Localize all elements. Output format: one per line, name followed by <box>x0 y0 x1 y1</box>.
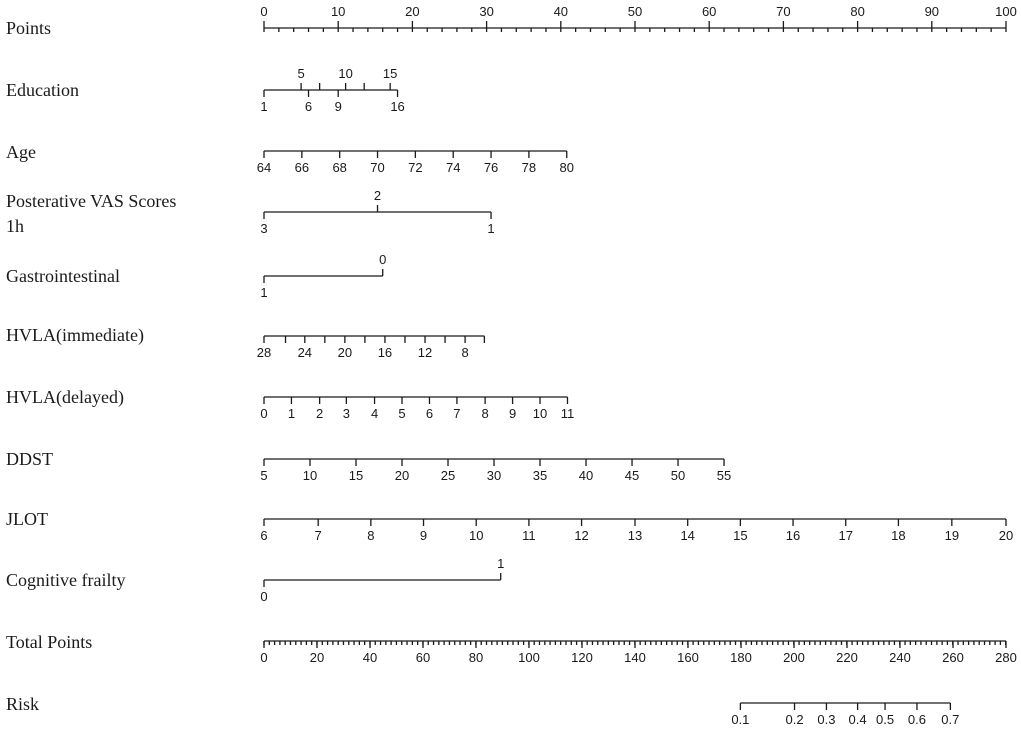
row-label-age: Age <box>6 142 36 162</box>
tick-label-points: 50 <box>627 4 643 19</box>
tick-label-hvla-delayed: 9 <box>508 406 517 421</box>
tick-label-age: 72 <box>408 160 423 175</box>
row-label-hvla-delayed: HVLA(delayed) <box>6 387 124 407</box>
tick-label-age: 64 <box>256 160 272 175</box>
tick-label-cognitive-frailty: 1 <box>497 556 505 571</box>
tick-label-points: 90 <box>924 4 940 19</box>
tick-label-ddst: 20 <box>394 468 410 483</box>
tick-label-jlot: 7 <box>314 528 322 543</box>
tick-label-ddst: 45 <box>624 468 640 483</box>
tick-label-points: 0 <box>260 4 268 19</box>
tick-label-education: 6 <box>304 99 313 114</box>
tick-label-risk: 0.7 <box>941 712 960 727</box>
tick-label-education: 9 <box>334 99 342 114</box>
tick-label-hvla-delayed: 4 <box>370 406 379 421</box>
row-label-total-points: Total Points <box>6 632 93 652</box>
tick-label-education: 5 <box>297 66 305 81</box>
tick-label-risk: 0.3 <box>817 712 836 727</box>
tick-label-total-points: 200 <box>783 650 805 665</box>
tick-label-ddst: 35 <box>532 468 548 483</box>
tick-label-points: 30 <box>479 4 494 19</box>
row-label-ddst: DDST <box>6 449 54 469</box>
tick-label-total-points: 240 <box>889 650 911 665</box>
tick-label-ddst: 5 <box>260 468 268 483</box>
tick-label-hvla-delayed: 3 <box>342 406 350 421</box>
tick-label-gastrointestinal: 1 <box>260 285 268 300</box>
tick-label-cognitive-frailty: 0 <box>260 589 268 604</box>
tick-label-points: 100 <box>995 4 1017 19</box>
tick-label-jlot: 14 <box>680 528 695 543</box>
row-label-posterative-vas-scores: Posterative VAS Scores <box>6 191 177 211</box>
tick-label-ddst: 30 <box>486 468 502 483</box>
tick-label-risk: 0.1 <box>731 712 750 727</box>
tick-label-hvla-delayed: 11 <box>560 406 575 421</box>
tick-label-education: 10 <box>338 66 353 81</box>
tick-label-hvla-immediate: 12 <box>417 345 433 360</box>
tick-label-ddst: 55 <box>716 468 732 483</box>
tick-label-total-points: 280 <box>995 650 1017 665</box>
tick-label-hvla-delayed: 7 <box>453 406 461 421</box>
tick-label-gastrointestinal: 0 <box>379 252 387 267</box>
tick-label-jlot: 12 <box>574 528 589 543</box>
tick-label-hvla-immediate: 16 <box>377 345 393 360</box>
tick-label-age: 70 <box>370 160 385 175</box>
tick-label-jlot: 20 <box>998 528 1014 543</box>
tick-label-total-points: 120 <box>571 650 593 665</box>
tick-label-jlot: 13 <box>627 528 643 543</box>
tick-label-hvla-delayed: 1 <box>287 406 296 421</box>
row-label-cognitive-frailty: Cognitive frailty <box>6 570 126 590</box>
tick-label-total-points: 60 <box>415 650 431 665</box>
tick-label-total-points: 20 <box>309 650 325 665</box>
tick-label-jlot: 15 <box>733 528 748 543</box>
tick-label-jlot: 10 <box>468 528 484 543</box>
row-label-education: Education <box>6 80 79 100</box>
tick-label-jlot: 8 <box>367 528 375 543</box>
tick-label-jlot: 16 <box>785 528 801 543</box>
tick-label-ddst: 10 <box>302 468 318 483</box>
tick-label-total-points: 0 <box>260 650 268 665</box>
row-label-points: Points <box>6 18 52 38</box>
tick-label-risk: 0.4 <box>848 712 867 727</box>
tick-label-jlot: 11 <box>522 528 536 543</box>
tick-label-age: 66 <box>294 160 310 175</box>
tick-label-points: 60 <box>701 4 717 19</box>
tick-label-hvla-delayed: 0 <box>260 406 268 421</box>
tick-label-ddst: 50 <box>670 468 686 483</box>
row-label-hvla-immediate: HVLA(immediate) <box>6 325 144 345</box>
tick-label-jlot: 17 <box>838 528 853 543</box>
tick-label-hvla-immediate: 8 <box>461 345 469 360</box>
tick-label-total-points: 260 <box>942 650 964 665</box>
tick-label-total-points: 160 <box>677 650 699 665</box>
tick-label-points: 80 <box>850 4 865 19</box>
tick-label-hvla-delayed: 8 <box>481 406 489 421</box>
tick-label-hvla-delayed: 2 <box>316 406 324 421</box>
tick-label-age: 80 <box>559 160 574 175</box>
tick-label-posterative-vas-scores: 2 <box>373 188 382 203</box>
tick-label-total-points: 40 <box>362 650 378 665</box>
tick-label-posterative-vas-scores: 1 <box>487 221 495 236</box>
tick-label-hvla-immediate: 24 <box>297 345 313 360</box>
tick-label-age: 74 <box>445 160 461 175</box>
tick-label-points: 20 <box>405 4 420 19</box>
tick-label-education: 1 <box>260 99 268 114</box>
tick-label-points: 70 <box>776 4 791 19</box>
tick-label-risk: 0.6 <box>907 712 926 727</box>
tick-label-hvla-immediate: 28 <box>256 345 272 360</box>
tick-label-points: 40 <box>553 4 569 19</box>
tick-label-points: 10 <box>330 4 346 19</box>
tick-label-hvla-immediate: 20 <box>337 345 353 360</box>
tick-label-ddst: 25 <box>440 468 456 483</box>
tick-label-jlot: 18 <box>891 528 906 543</box>
tick-label-ddst: 40 <box>578 468 594 483</box>
tick-label-jlot: 6 <box>260 528 268 543</box>
tick-label-age: 76 <box>483 160 499 175</box>
tick-label-total-points: 140 <box>624 650 646 665</box>
row-label-posterative-vas-scores-line2: 1h <box>6 216 24 236</box>
tick-label-total-points: 100 <box>518 650 540 665</box>
tick-label-jlot: 19 <box>944 528 960 543</box>
row-label-jlot: JLOT <box>6 509 48 529</box>
tick-label-education: 16 <box>390 99 405 114</box>
tick-label-risk: 0.5 <box>876 712 895 727</box>
tick-label-hvla-delayed: 6 <box>425 406 434 421</box>
row-label-gastrointestinal: Gastrointestinal <box>6 266 120 286</box>
tick-label-education: 15 <box>382 66 398 81</box>
tick-label-hvla-delayed: 5 <box>398 406 406 421</box>
tick-label-risk: 0.2 <box>785 712 804 727</box>
row-label-risk: Risk <box>6 694 40 714</box>
tick-label-posterative-vas-scores: 3 <box>260 221 268 236</box>
tick-label-jlot: 9 <box>419 528 428 543</box>
tick-label-ddst: 15 <box>348 468 364 483</box>
tick-label-total-points: 80 <box>468 650 484 665</box>
tick-label-age: 78 <box>521 160 537 175</box>
tick-label-total-points: 180 <box>730 650 752 665</box>
tick-label-hvla-delayed: 10 <box>532 406 548 421</box>
tick-label-age: 68 <box>332 160 347 175</box>
tick-label-total-points: 220 <box>836 650 858 665</box>
